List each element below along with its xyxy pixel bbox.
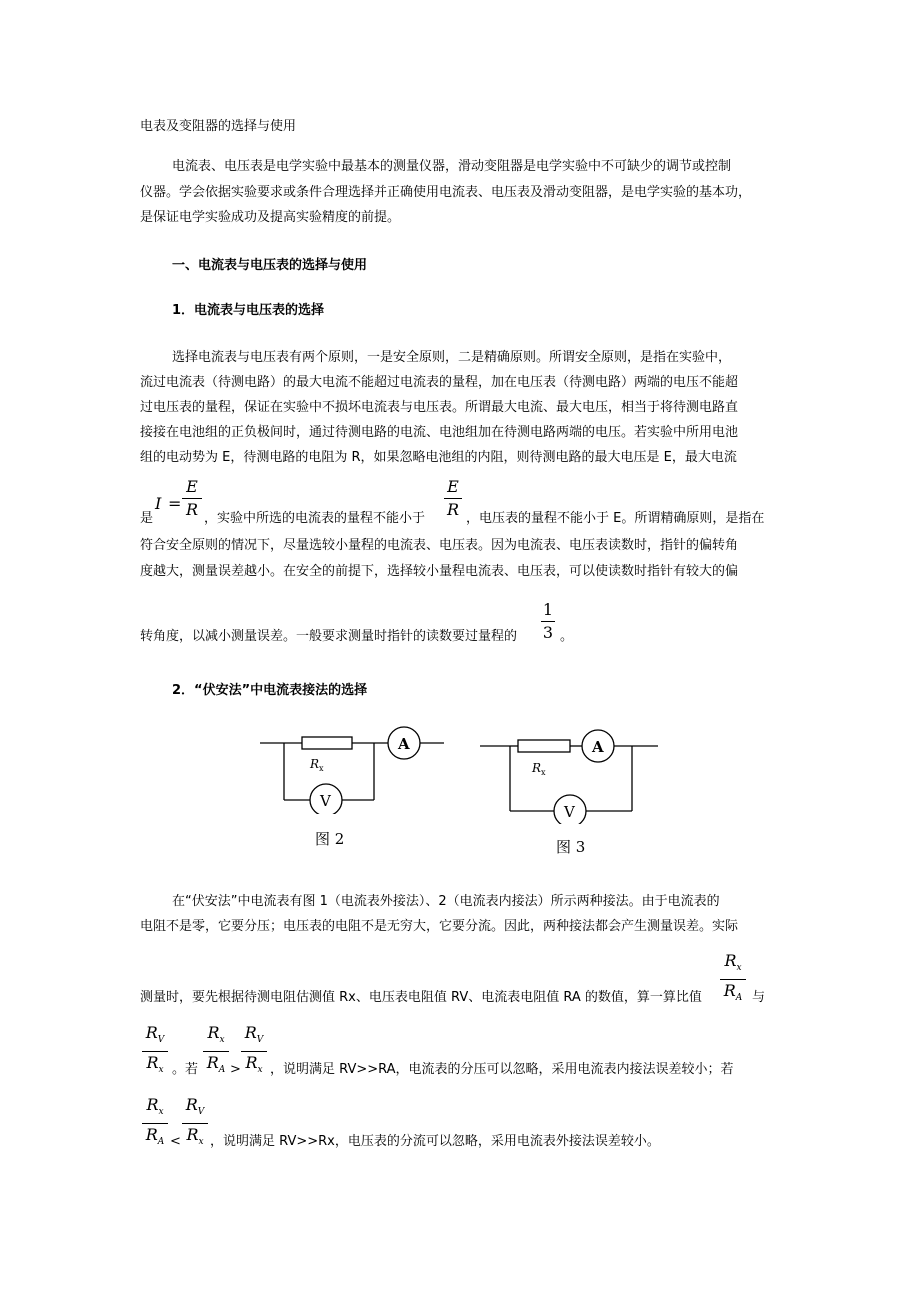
subsection-heading-1: 1．电流表与电压表的选择 — [172, 303, 325, 318]
resistor-sub: x — [541, 768, 546, 777]
para1-line-5: 组的电动势为 E，待测电路的电阻为 R，如果忽略电池组的内阻，则待测电路的最大电压是 E，最大电流 — [140, 450, 737, 465]
voltmeter-label: V — [564, 803, 575, 821]
para1-line-9-end: 。 — [560, 629, 574, 644]
figure-3-caption: 图 3 — [556, 838, 586, 856]
denominator-R: R — [185, 500, 199, 519]
intro-line-3: 是保证电学实验成功及提高实验精度的前提。 — [140, 210, 401, 225]
numerator-E-2: E — [447, 477, 459, 496]
para2-line-3: 测量时，要先根据待测电阻估测值 Rx、电压表电阻值 RV、电流表电阻值 RA 的数值，算一算比值 — [140, 990, 702, 1005]
denominator-R-2: R — [446, 500, 460, 519]
para2-line-2: 电阻不是零，它要分压；电压表的电阻不是无穷大，它要分流。因此，两种接法都会产生测量误差。实际 — [140, 919, 739, 934]
symbol-greater: > — [230, 1062, 241, 1077]
figure-2-caption: 图 2 — [315, 830, 345, 848]
fraction-RV-over-Rx: $R_V$ $R_x$ — [142, 1024, 168, 1079]
circuit-figure-3 — [478, 724, 668, 824]
text-shi: 是 — [140, 511, 154, 526]
numerator-E: E — [186, 477, 198, 496]
resistor-label: R — [532, 761, 542, 775]
text-yu: 与 — [752, 990, 766, 1005]
para1-line-4: 接接在电池组的正负极间时，通过待测电路的电流、电池组加在待测电路两端的电压。若实验中所用电池 — [140, 425, 739, 440]
subsection-heading-2: 2．“伏安法”中电流表接法的选择 — [172, 683, 368, 698]
page-title: 电表及变阻器的选择与使用 — [140, 119, 297, 134]
fraction-Rx-over-RA-3: $R_x$ $R_A$ — [142, 1096, 168, 1151]
symbol-I: I — [155, 494, 162, 513]
para2-line-5: ，说明满足 RV>>Rx，电压表的分流可以忽略，采用电流表外接法误差较小。 — [210, 1134, 660, 1149]
section-heading-1: 一、电流表与电压表的选择与使用 — [172, 258, 368, 273]
denominator-3: 3 — [542, 623, 554, 642]
ammeter-label: A — [398, 735, 410, 753]
circuit-figure-2 — [258, 724, 448, 814]
para2-line-1: 在“伏安法”中电流表有图 1（电流表外接法）、2（电流表内接法）所示两种接法。由于电流表的 — [172, 894, 720, 909]
fraction-E-over-R-2 — [444, 478, 462, 519]
resistor-rx-icon — [302, 737, 352, 749]
intro-line-2: 仪器。学会依据实验要求或条件合理选择并正确使用电流表、电压表及滑动变阻器，是电学实验的基本功， — [140, 185, 752, 200]
para2-line-4: ，说明满足 RV>>RA，电流表的分压可以忽略，采用电流表内接法误差较小；若 — [270, 1062, 734, 1077]
resistor-sub: x — [319, 764, 324, 773]
resistor-label: R — [310, 757, 320, 771]
para1-line-1: 选择电流表与电压表有两个原则，一是安全原则，二是精确原则。所谓安全原则，是指在实验中， — [172, 350, 732, 365]
fraction-Rx-over-RA-2: $R_x$ $R_A$ — [203, 1024, 229, 1079]
fraction-RV-over-Rx-3: $R_V$ $R_x$ — [182, 1096, 208, 1151]
fraction-Rx-over-RA: $R_x$ $R_A$ — [720, 952, 746, 1007]
text-current-range: ，实验中所选的电流表的量程不能小于 — [204, 511, 426, 526]
fraction-RV-over-Rx-2: $R_V$ $R_x$ — [241, 1024, 267, 1079]
resistor-rx-icon — [518, 740, 570, 752]
para1-line-7: 符合安全原则的情况下，尽量选较小量程的电流表、电压表。因为电流表、电压表读数时，指针的偏转角 — [140, 538, 739, 553]
numerator-1: 1 — [542, 600, 554, 619]
para1-line-8: 度越大，测量误差越小。在安全的前提下，选择较小量程电流表、电压表，可以使读数时指针有较大的偏 — [140, 564, 739, 579]
symbol-equals: = — [168, 494, 182, 513]
text-ruo: 。若 — [172, 1062, 199, 1077]
voltmeter-label: V — [320, 792, 331, 810]
ammeter-label: A — [592, 738, 604, 756]
fraction-one-third — [541, 601, 555, 642]
para1-line-9: 转角度，以减小测量误差。一般要求测量时指针的读数要过量程的 — [140, 629, 518, 644]
fraction-E-over-R — [182, 478, 202, 519]
intro-line-1: 电流表、电压表是电学实验中最基本的测量仪器，滑动变阻器是电学实验中不可缺少的调节或控制 — [172, 159, 732, 174]
symbol-less: < — [170, 1134, 181, 1149]
para1-line-2: 流过电流表（待测电路）的最大电流不能超过电流表的量程，加在电压表（待测电路）两端的电压不能超 — [140, 375, 739, 390]
para1-line-3: 过电压表的量程，保证在实验中不损坏电流表与电压表。所谓最大电流、最大电压，相当于将待测电路直 — [140, 400, 739, 415]
text-voltage-range: ，电压表的量程不能小于 E。所谓精确原则，是指在 — [466, 511, 765, 526]
